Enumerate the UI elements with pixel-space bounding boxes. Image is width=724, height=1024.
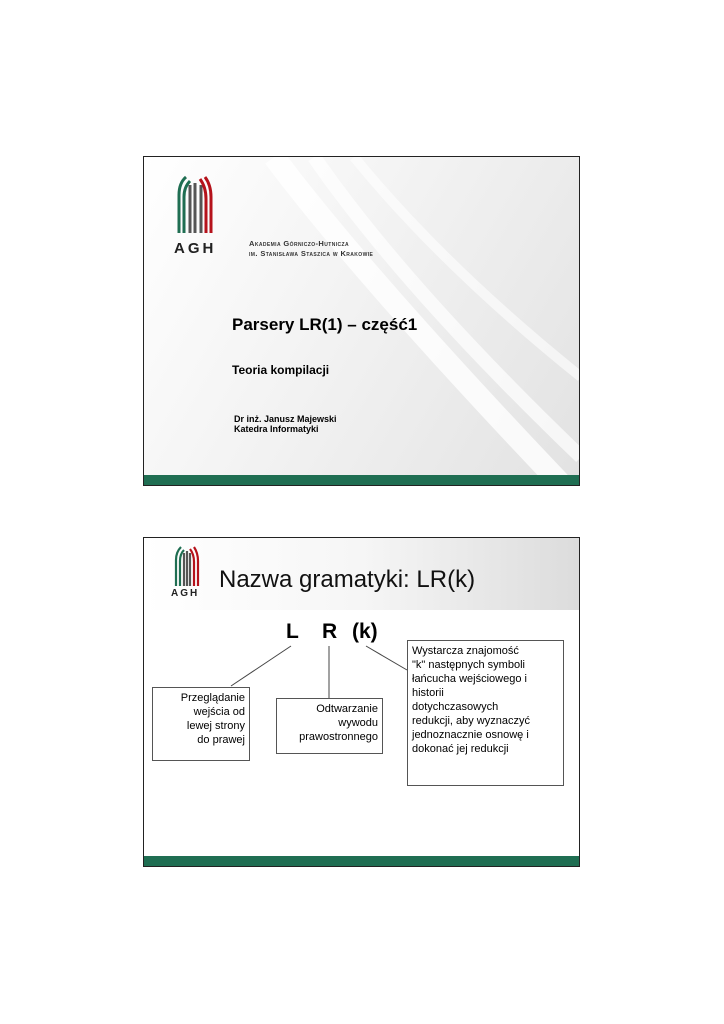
footer-bar [144, 856, 579, 866]
university-name-line1: Akademia Górniczo-Hutnicza [249, 239, 349, 248]
box-middle-line: wywodu [338, 717, 378, 729]
university-name-line2: im. Stanisława Staszica w Krakowie [249, 249, 374, 258]
slide-title: Nazwa gramatyki: LR(k) [219, 566, 476, 593]
author-name: Dr inż. Janusz Majewski [234, 414, 337, 424]
box-right-line: historii [412, 687, 444, 699]
box-middle-line: Odtwarzanie [316, 703, 378, 715]
box-right-line: dokonać jej redukcji [412, 743, 509, 755]
footer-bar [144, 475, 579, 485]
connector-k [366, 646, 407, 670]
box-lookahead [407, 640, 564, 786]
box-left-line: wejścia od [193, 706, 245, 718]
agh-logo-icon [176, 175, 218, 233]
author-block [234, 414, 337, 434]
box-left-line: lewej strony [186, 720, 245, 732]
box-right-line: redukcji, aby wyznaczyć [412, 715, 530, 727]
box-right-line: Wystarcza znajomość [412, 645, 519, 657]
slide-1 [143, 156, 580, 486]
box-middle-line: prawostronnego [299, 731, 378, 743]
box-left-line: do prawej [197, 734, 245, 746]
slide-2 [143, 537, 580, 867]
connector-l [231, 646, 291, 686]
slide-title: Parsery LR(1) – część1 [232, 315, 418, 334]
box-left-to-right [152, 687, 250, 761]
box-right-line: łańcucha wejściowego i [412, 673, 527, 685]
letter-k: (k) [352, 620, 378, 643]
author-department: Katedra Informatyki [234, 424, 319, 434]
letter-l: L [286, 620, 299, 643]
box-rightmost-derivation [276, 698, 383, 754]
box-left-line: Przeglądanie [180, 692, 245, 704]
university-name [249, 239, 373, 259]
box-right-line: dotychczasowych [412, 701, 499, 713]
box-right-line: "k" następnych symboli [412, 659, 525, 671]
agh-logo-text: AGH [171, 588, 200, 599]
box-right-line: jednoznacznie osnowę i [412, 729, 529, 741]
slide-subtitle: Teoria kompilacji [232, 363, 330, 377]
agh-logo-text: AGH [174, 240, 217, 257]
letter-r: R [322, 620, 338, 643]
